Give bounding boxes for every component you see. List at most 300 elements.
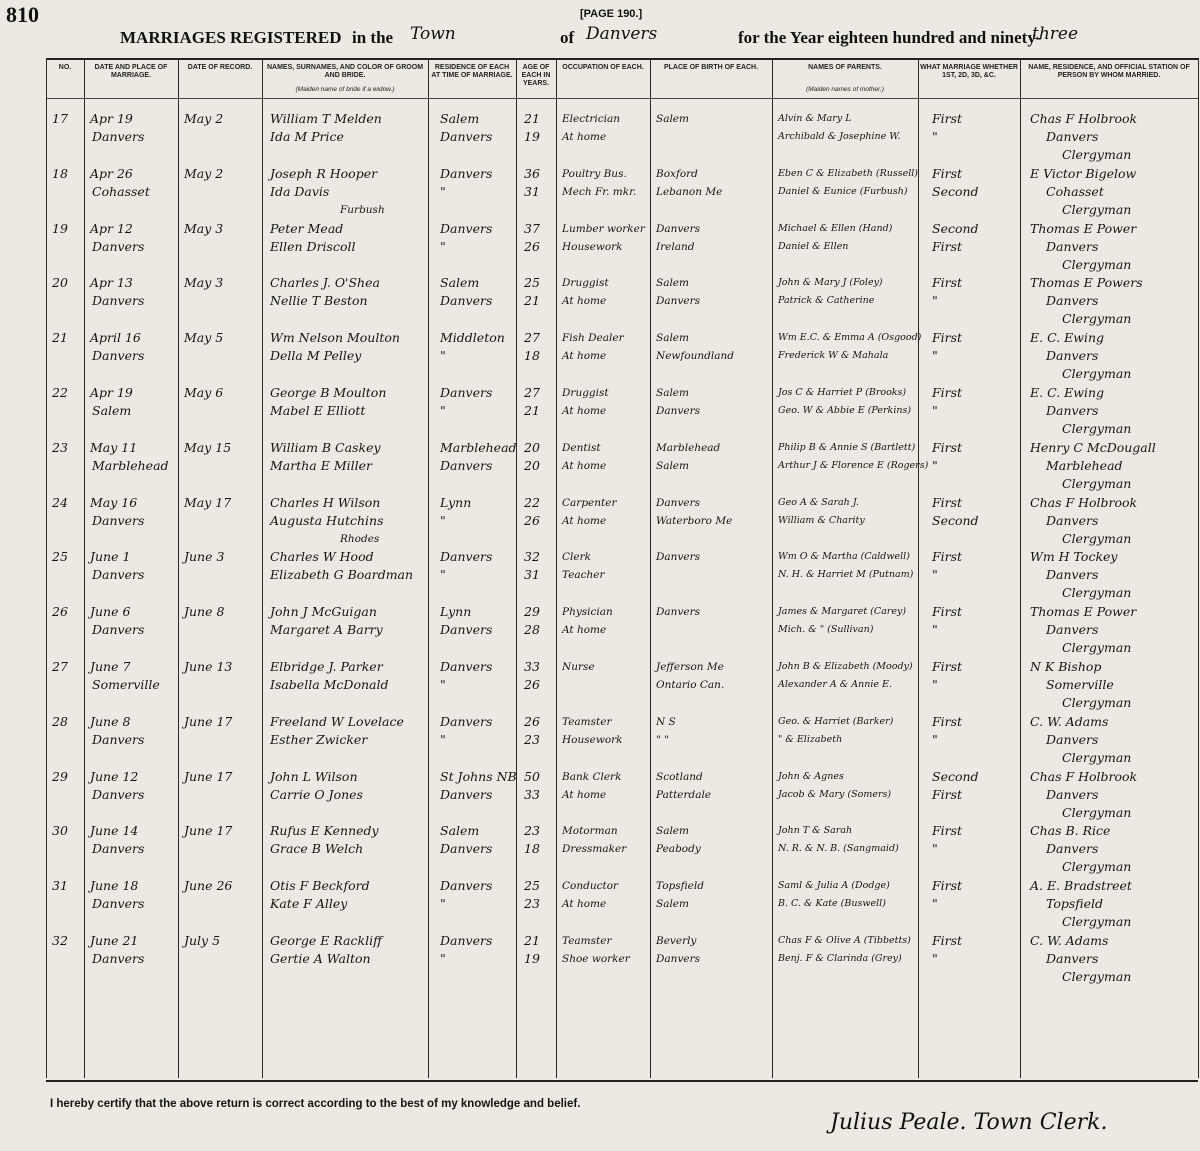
cell-age2: 18 — [524, 348, 540, 364]
cell-age2: 31 — [524, 183, 540, 199]
cell-par2: Geo. W & Abbie E (Perkins) — [778, 405, 912, 416]
cell-occ2: At home — [562, 459, 607, 472]
cell-bride: Mabel E Elliott — [270, 403, 366, 418]
cell-place: Cohasset — [92, 183, 150, 199]
cell-occ2: At home — [562, 514, 607, 527]
cell-no: 32 — [52, 933, 68, 948]
column-header: OCCUPATION OF EACH. — [562, 64, 644, 71]
cell-age1: 22 — [524, 494, 540, 510]
cell-no: 22 — [52, 385, 68, 400]
cell-par1: Alvin & Mary L — [778, 113, 852, 124]
cell-birth2: Lebanon Me — [656, 185, 723, 198]
cell-occ2: Mech Fr. mkr. — [562, 185, 637, 198]
cell-birth1: Salem — [656, 277, 689, 290]
cell-place: Somerville — [92, 677, 160, 692]
cell-rec: May 3 — [184, 220, 224, 236]
cell-off3: Clergyman — [1062, 859, 1132, 875]
cell-age1: 27 — [524, 330, 540, 346]
cell-no: 31 — [52, 878, 68, 894]
cell-birth2: " " — [656, 733, 669, 746]
cell-age1: 21 — [524, 933, 540, 948]
clerk-signature: Julius Peale. Town Clerk. — [830, 1110, 1108, 1135]
cell-age1: 32 — [524, 549, 540, 565]
cell-bride: Elizabeth G Boardman — [270, 567, 414, 583]
cell-occ2: Teacher — [562, 569, 605, 582]
cell-off3: Clergyman — [1062, 749, 1132, 765]
cell-age2: 28 — [524, 622, 540, 638]
cell-par2: Frederick W & Mahala — [778, 350, 889, 362]
cell-off3: Clergyman — [1062, 530, 1132, 546]
column-header: NAMES, SURNAMES, AND COLOR OF GROOM AND BRIDE. — [266, 64, 424, 79]
table-row — [0, 760, 1200, 820]
cell-m2: " — [932, 348, 938, 364]
cell-no: 29 — [52, 768, 68, 784]
title-main: MARRIAGES REGISTERED — [120, 28, 342, 47]
cell-off2: Danvers — [1046, 348, 1099, 364]
cell-off1: Thomas E Power — [1030, 604, 1137, 620]
cell-birth1: Danvers — [656, 606, 700, 619]
cell-m2: First — [932, 786, 963, 802]
cell-groom: William B Caskey — [270, 439, 381, 455]
cell-par1: Wm E.C. & Emma A (Osgood) — [778, 332, 922, 344]
table-row — [0, 486, 1200, 546]
cell-occ2: Housework — [562, 733, 623, 746]
cell-off2: Danvers — [1046, 622, 1099, 638]
cell-res2: Danvers — [440, 293, 493, 309]
cell-rec: June 17 — [184, 823, 233, 839]
cell-groom: Freeland W Lovelace — [270, 713, 404, 729]
cell-res2: " — [440, 567, 446, 583]
cell-bride: Gertie A Walton — [270, 951, 371, 966]
table-row — [0, 431, 1200, 491]
cell-m2: " — [932, 293, 938, 309]
cell-age1: 23 — [524, 823, 540, 839]
cell-occ2: At home — [562, 405, 607, 417]
cell-occ1: Physician — [562, 606, 613, 619]
cell-off1: Thomas E Powers — [1030, 275, 1143, 291]
cell-rec: June 17 — [184, 768, 233, 784]
cell-res1: Danvers — [440, 933, 493, 948]
cell-birth1: Beverly — [656, 935, 697, 947]
cell-res1: Danvers — [440, 220, 493, 236]
cell-birth1: Boxford — [656, 167, 698, 180]
cell-res1: Marblehead — [440, 439, 517, 455]
cell-off2: Marblehead — [1046, 457, 1123, 473]
cell-m2: " — [932, 129, 938, 144]
cell-age1: 25 — [524, 878, 540, 894]
cell-no: 19 — [52, 220, 68, 236]
cell-off2: Danvers — [1046, 731, 1099, 747]
cell-m1: First — [932, 439, 963, 455]
cell-occ1: Bank Clerk — [562, 770, 622, 783]
cell-occ1: Clerk — [562, 551, 591, 564]
cell-rec: May 17 — [184, 494, 232, 510]
page-header-label: [PAGE 190.] — [580, 8, 643, 20]
cell-occ2: At home — [562, 788, 607, 801]
column-header: NO. — [58, 64, 72, 71]
cell-occ1: Druggist — [562, 277, 609, 290]
cell-par2: Mich. & " (Sullivan) — [778, 624, 874, 636]
column-header: DATE OF RECORD. — [187, 64, 253, 71]
cell-off3: Clergyman — [1062, 147, 1132, 162]
cell-off3: Clergyman — [1062, 475, 1132, 491]
cell-par1: Michael & Ellen (Hand) — [778, 222, 893, 234]
cell-res2: " — [440, 348, 446, 364]
cell-par2: Jacob & Mary (Somers) — [778, 788, 892, 800]
cell-off3: Clergyman — [1062, 914, 1132, 930]
cell-res2: " — [440, 896, 446, 912]
cell-bride: Isabella McDonald — [270, 677, 389, 692]
cell-res1: Danvers — [440, 713, 493, 729]
cell-age2: 26 — [524, 677, 540, 692]
cell-par2: B. C. & Kate (Buswell) — [778, 898, 886, 910]
column-header-note: (Maiden name of bride if a widow.) — [295, 86, 395, 93]
cell-m2: First — [932, 238, 963, 254]
cell-occ2: At home — [562, 898, 607, 911]
cell-birth2: Patterdale — [656, 788, 712, 801]
cell-date: June 6 — [90, 604, 131, 620]
cell-par2: William & Charity — [778, 514, 865, 526]
cell-m1: First — [932, 330, 963, 346]
cell-occ2: Shoe worker — [562, 953, 630, 965]
cell-par2: Patrick & Catherine — [778, 295, 875, 307]
cell-groom: Otis F Beckford — [270, 878, 370, 894]
title-in-label: in the — [352, 28, 394, 47]
cell-date: June 14 — [90, 823, 139, 839]
cell-par1: Jos C & Harriet P (Brooks) — [778, 387, 907, 398]
cell-bride2: Rhodes — [340, 532, 380, 545]
cell-date: June 12 — [90, 768, 139, 784]
cell-m1: First — [932, 659, 963, 674]
cell-groom: Peter Mead — [270, 220, 344, 236]
cell-birth1: Salem — [656, 113, 689, 125]
cell-off2: Danvers — [1046, 841, 1099, 857]
cell-age1: 20 — [524, 439, 540, 455]
cell-off1: Chas F Holbrook — [1030, 768, 1138, 784]
cell-groom: John L Wilson — [270, 768, 358, 784]
cell-res2: " — [440, 677, 446, 692]
cell-age1: 33 — [524, 659, 540, 674]
cell-off3: Clergyman — [1062, 256, 1132, 272]
cell-m2: " — [932, 403, 938, 418]
cell-groom: Charles W Hood — [270, 549, 374, 565]
cell-age2: 18 — [524, 841, 540, 857]
cell-age1: 29 — [524, 604, 540, 620]
cell-par1: John & Agnes — [778, 770, 844, 782]
cell-birth1: Danvers — [656, 551, 700, 564]
cell-m1: First — [932, 713, 963, 729]
cell-off2: Danvers — [1046, 238, 1099, 254]
cell-bride: Ellen Driscoll — [270, 238, 356, 254]
cell-bride: Martha E Miller — [270, 457, 372, 473]
cell-birth2: Salem — [656, 459, 689, 472]
cell-par1: Geo. & Harriet (Barker) — [778, 715, 894, 727]
cell-occ2: At home — [562, 350, 607, 363]
cell-age2: 21 — [524, 293, 540, 309]
title-year-label: for the Year eighteen hundred and ninety- — [738, 28, 1042, 47]
cell-date: Apr 19 — [90, 385, 133, 400]
cell-res1: Salem — [440, 275, 480, 291]
cell-bride: Ida Davis — [270, 183, 330, 199]
cell-age2: 23 — [524, 731, 540, 747]
cell-date: Apr 26 — [90, 165, 133, 181]
cell-par1: Philip B & Annie S (Bartlett) — [778, 441, 916, 453]
cell-birth2: Salem — [656, 898, 689, 911]
cell-off3: Clergyman — [1062, 366, 1132, 382]
cell-groom: George E Rackliff — [270, 933, 382, 948]
cell-off1: Henry C McDougall — [1030, 439, 1156, 455]
cell-off2: Somerville — [1046, 677, 1114, 692]
cell-off2: Danvers — [1046, 129, 1099, 144]
cell-bride: Della M Pelley — [270, 348, 362, 364]
cell-date: Apr 13 — [90, 275, 133, 291]
cell-occ1: Electrician — [562, 113, 620, 125]
cell-res2: Danvers — [440, 841, 493, 857]
cell-par2: Daniel & Eunice (Furbush) — [778, 185, 908, 197]
cell-res1: Danvers — [440, 878, 493, 894]
table-row — [0, 212, 1200, 272]
cell-age2: 20 — [524, 457, 540, 473]
cell-par1: Chas F & Olive A (Tibbetts) — [778, 935, 911, 946]
cell-age1: 25 — [524, 275, 540, 291]
table-row — [0, 102, 1200, 162]
table-row — [0, 869, 1200, 930]
cell-res2: " — [440, 183, 446, 199]
cell-par1: Wm O & Martha (Caldwell) — [778, 551, 910, 563]
cell-bride: Carrie O Jones — [270, 786, 363, 802]
cell-m1: First — [932, 604, 963, 620]
cell-birth2: Ireland — [656, 240, 695, 253]
cell-m1: Second — [932, 220, 979, 236]
cell-res2: Danvers — [440, 457, 493, 473]
cell-groom: John J McGuigan — [270, 604, 377, 620]
cell-birth2: Danvers — [656, 953, 700, 965]
cell-par1: Eben C & Elizabeth (Russell) — [778, 167, 919, 179]
cell-m1: First — [932, 165, 963, 181]
cell-occ2: Housework — [562, 240, 623, 253]
cell-m2: Second — [932, 183, 979, 199]
cell-date: June 7 — [90, 659, 131, 674]
cell-date: June 1 — [90, 549, 131, 565]
cell-res1: Lynn — [440, 494, 472, 510]
cell-date: Apr 19 — [90, 111, 133, 126]
cell-date: April 16 — [90, 330, 141, 346]
cell-par1: John & Mary J (Foley) — [778, 277, 883, 289]
cell-birth1: Salem — [656, 387, 689, 399]
cell-off1: E. C. Ewing — [1030, 330, 1105, 346]
cell-occ2: At home — [562, 131, 607, 143]
cell-res1: Danvers — [440, 549, 493, 565]
cell-groom: Elbridge J. Parker — [270, 659, 383, 674]
cell-m2: " — [932, 677, 938, 692]
register-title — [120, 24, 1180, 54]
cell-off1: Wm H Tockey — [1030, 549, 1118, 565]
cell-off1: E. C. Ewing — [1030, 385, 1105, 400]
cell-occ1: Dentist — [562, 441, 601, 454]
cell-groom: Charles H Wilson — [270, 494, 381, 510]
cell-off1: N K Bishop — [1030, 659, 1102, 674]
cell-off2: Danvers — [1046, 786, 1099, 802]
cell-place: Danvers — [92, 841, 145, 857]
cell-off3: Clergyman — [1062, 640, 1132, 656]
cell-place: Danvers — [92, 622, 145, 638]
cell-place: Marblehead — [92, 457, 169, 473]
cell-place: Danvers — [92, 951, 145, 966]
cell-off2: Danvers — [1046, 293, 1099, 309]
cell-off2: Cohasset — [1046, 183, 1104, 199]
cell-par2: N. R. & N. B. (Sangmaid) — [778, 843, 899, 855]
cell-date: Apr 12 — [90, 220, 133, 236]
cell-birth1: N S — [656, 715, 676, 728]
cell-no: 30 — [52, 823, 68, 839]
cell-bride: Grace B Welch — [270, 841, 364, 857]
cell-age2: 33 — [524, 786, 540, 802]
cell-off2: Topsfield — [1046, 896, 1104, 912]
cell-rec: May 2 — [184, 165, 224, 181]
cell-birth2: Peabody — [656, 843, 701, 856]
cell-birth2: Newfoundland — [656, 350, 734, 363]
cell-res1: Salem — [440, 823, 480, 839]
cell-age1: 37 — [524, 220, 540, 236]
cell-par1: Geo A & Sarah J. — [778, 496, 859, 508]
cell-occ1: Teamster — [562, 935, 612, 947]
cell-rec: May 15 — [184, 439, 232, 455]
cell-no: 28 — [52, 713, 68, 729]
cell-off3: Clergyman — [1062, 311, 1132, 327]
cell-age2: 21 — [524, 403, 540, 418]
cell-res1: St Johns NB — [440, 768, 517, 784]
column-header: PLACE OF BIRTH OF EACH. — [663, 64, 759, 71]
title-of-label: of — [560, 28, 575, 47]
cell-rec: June 26 — [184, 878, 233, 894]
cell-no: 21 — [52, 330, 68, 346]
cell-off3: Clergyman — [1062, 421, 1132, 436]
cell-m1: Second — [932, 768, 979, 784]
cell-rec: July 5 — [184, 933, 221, 948]
cell-off2: Danvers — [1046, 567, 1099, 583]
cell-age2: 31 — [524, 567, 540, 583]
table-row — [0, 595, 1200, 656]
cell-m2: " — [932, 457, 938, 473]
cell-res2: " — [440, 512, 446, 528]
cell-off2: Danvers — [1046, 951, 1099, 966]
cell-par2: Daniel & Ellen — [778, 240, 849, 252]
cell-bride: Margaret A Barry — [270, 622, 383, 638]
cell-groom: Charles J. O'Shea — [270, 275, 380, 291]
cell-occ1: Carpenter — [562, 496, 617, 509]
cell-m1: First — [932, 111, 963, 126]
cell-birth1: Marblehead — [656, 441, 721, 454]
cell-par2: N. H. & Harriet M (Putnam) — [778, 569, 914, 581]
column-header: NAME, RESIDENCE, AND OFFICIAL STATION OF PERSON BY WHOM MARRIED. — [1028, 64, 1190, 79]
table-row — [0, 924, 1200, 984]
cell-bride: Ida M Price — [270, 129, 344, 144]
cell-bride: Augusta Hutchins — [270, 512, 384, 528]
cell-bride: Kate F Alley — [270, 896, 348, 912]
cell-birth1: Danvers — [656, 222, 700, 235]
cell-date: May 11 — [90, 439, 138, 455]
column-header: DATE AND PLACE OF MARRIAGE. — [94, 64, 168, 79]
cell-occ1: Conductor — [562, 880, 619, 893]
cell-no: 26 — [52, 604, 68, 620]
table-row — [0, 321, 1200, 382]
table-row — [0, 266, 1200, 327]
cell-rec: May 5 — [184, 330, 224, 346]
cell-bride: Esther Zwicker — [270, 731, 368, 747]
cell-par1: John B & Elizabeth (Moody) — [778, 661, 913, 672]
cell-no: 24 — [52, 494, 68, 510]
table-row — [0, 814, 1200, 875]
cell-res1: Middleton — [440, 330, 505, 346]
cell-age2: 26 — [524, 512, 540, 528]
title-place-value: Danvers — [586, 24, 658, 44]
cell-birth1: Salem — [656, 332, 689, 345]
cell-birth2: Danvers — [656, 295, 700, 308]
cell-m2: " — [932, 841, 938, 857]
cell-date: May 16 — [90, 494, 138, 510]
cell-age2: 19 — [524, 951, 540, 966]
table-row — [0, 650, 1200, 710]
cell-res1: Danvers — [440, 165, 493, 181]
cell-no: 17 — [52, 111, 68, 126]
cell-occ1: Teamster — [562, 715, 612, 728]
cell-bride: Nellie T Beston — [270, 293, 368, 309]
cell-res2: Danvers — [440, 129, 493, 144]
cell-groom: Joseph R Hooper — [270, 165, 378, 181]
cell-m1: First — [932, 823, 963, 839]
cell-occ1: Nurse — [562, 661, 595, 673]
cell-m2: " — [932, 622, 938, 638]
cell-no: 27 — [52, 659, 68, 674]
column-header: AGE OF EACH IN YEARS. — [521, 64, 551, 87]
cell-age1: 36 — [524, 165, 540, 181]
cell-occ1: Fish Dealer — [562, 332, 624, 345]
cell-res2: " — [440, 951, 446, 966]
cell-res1: Danvers — [440, 385, 493, 400]
cell-groom: Wm Nelson Moulton — [270, 330, 400, 346]
cell-off1: C. W. Adams — [1030, 933, 1109, 948]
cell-rec: May 2 — [184, 111, 224, 126]
table-row — [0, 540, 1200, 601]
header-rule — [46, 98, 1198, 99]
cell-m2: " — [932, 951, 938, 966]
cell-res1: Danvers — [440, 659, 493, 674]
cell-date: June 21 — [90, 933, 139, 948]
column-header: RESIDENCE OF EACH AT TIME OF MARRIAGE. — [431, 64, 513, 79]
column-header: WHAT MARRIAGE WHETHER 1ST, 2D, 3D, &C. — [920, 64, 1018, 79]
cell-occ1: Poultry Bus. — [562, 167, 627, 180]
cell-m1: First — [932, 878, 963, 894]
cell-m2: Second — [932, 512, 979, 528]
cell-birth1: Salem — [656, 825, 689, 838]
cell-occ2: At home — [562, 624, 607, 637]
cell-par2: Alexander A & Annie E. — [778, 679, 893, 690]
cell-no: 25 — [52, 549, 68, 565]
cell-off3: Clergyman — [1062, 969, 1132, 984]
cell-off1: Chas F Holbrook — [1030, 111, 1138, 126]
cell-age1: 21 — [524, 111, 540, 126]
cell-off1: Chas F Holbrook — [1030, 494, 1138, 510]
cell-no: 20 — [52, 275, 68, 291]
cell-place: Salem — [92, 403, 132, 418]
cell-age1: 26 — [524, 713, 540, 729]
cell-no: 18 — [52, 165, 68, 181]
cell-groom: George B Moulton — [270, 385, 387, 400]
cell-res2: " — [440, 238, 446, 254]
cell-res2: " — [440, 403, 446, 418]
cell-rec: June 3 — [184, 549, 225, 565]
cell-res1: Lynn — [440, 604, 472, 620]
